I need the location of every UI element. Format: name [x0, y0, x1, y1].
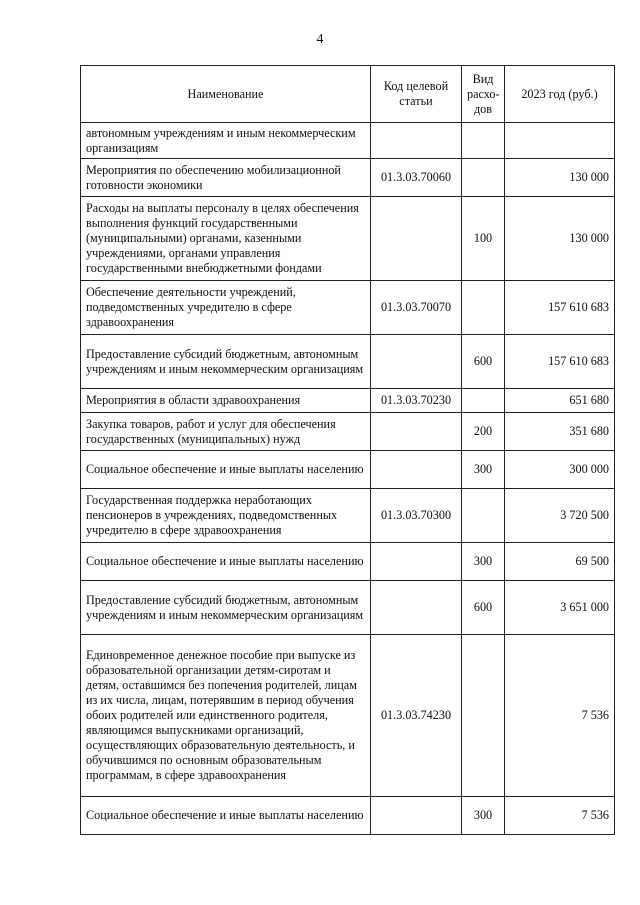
row-amount [505, 123, 615, 159]
budget-table [80, 65, 615, 835]
row-name: Социальное обеспечение и иные выплаты населению [81, 797, 371, 835]
row-amount: 651 680 [505, 389, 615, 413]
table-row [81, 489, 615, 543]
row-name: Мероприятия в области здравоохранения [81, 389, 371, 413]
row-amount: 351 680 [505, 413, 615, 451]
row-name: Закупка товаров, работ и услуг для обеспечения государственных (муниципальных) нужд [81, 413, 371, 451]
row-amount: 157 610 683 [505, 335, 615, 389]
row-amount: 130 000 [505, 197, 615, 281]
table-row [81, 389, 615, 413]
row-code [371, 451, 462, 489]
row-vid: 300 [462, 451, 505, 489]
row-name: Социальное обеспечение и иные выплаты населению [81, 543, 371, 581]
row-name: Социальное обеспечение и иные выплаты населению [81, 451, 371, 489]
table-row [81, 123, 615, 159]
row-code [371, 335, 462, 389]
row-name: Обеспечение деятельности учреждений, подведомственных учредителю в сфере здравоохранения [81, 281, 371, 335]
row-code: 01.3.03.70230 [371, 389, 462, 413]
table-row [81, 543, 615, 581]
table-row [81, 197, 615, 281]
row-vid: 300 [462, 797, 505, 835]
table-row [81, 281, 615, 335]
row-vid: 200 [462, 413, 505, 451]
row-code: 01.3.03.70060 [371, 159, 462, 197]
row-code [371, 543, 462, 581]
row-amount: 7 536 [505, 797, 615, 835]
header-amount: 2023 год (руб.) [505, 66, 615, 123]
row-code [371, 797, 462, 835]
row-amount: 157 610 683 [505, 281, 615, 335]
row-code: 01.3.03.70070 [371, 281, 462, 335]
row-vid [462, 635, 505, 797]
row-vid: 600 [462, 335, 505, 389]
header-vid: Вид расхо-дов [462, 66, 505, 123]
header-code: Код целевой статьи [371, 66, 462, 123]
row-amount: 69 500 [505, 543, 615, 581]
row-vid [462, 281, 505, 335]
header-name: Наименование [81, 66, 371, 123]
row-name: Предоставление субсидий бюджетным, автономным учреждениям и иным некоммерческим организациям [81, 581, 371, 635]
row-vid [462, 489, 505, 543]
table-row [81, 797, 615, 835]
table-header-row [81, 66, 615, 123]
row-name: Предоставление субсидий бюджетным, автономным учреждениям и иным некоммерческим организациям [81, 335, 371, 389]
row-vid: 100 [462, 197, 505, 281]
row-name: автономным учреждениям и иным некоммерческим организациям [81, 123, 371, 159]
row-code [371, 413, 462, 451]
row-code [371, 123, 462, 159]
row-name: Мероприятия по обеспечению мобилизационной готовности экономики [81, 159, 371, 197]
table-row [81, 581, 615, 635]
table-row [81, 335, 615, 389]
table-row [81, 635, 615, 797]
table-row [81, 159, 615, 197]
row-amount: 3 651 000 [505, 581, 615, 635]
row-name: Расходы на выплаты персоналу в целях обеспечения выполнения функций государственными (муниципальными) органами, казенными учреждениями, органами управления государственными внебюджетными фондами [81, 197, 371, 281]
page-number: 4 [316, 32, 324, 47]
row-code [371, 581, 462, 635]
row-vid: 600 [462, 581, 505, 635]
row-code: 01.3.03.74230 [371, 635, 462, 797]
row-name: Государственная поддержка неработающих пенсионеров в учреждениях, подведомственных учредителю в сфере здравоохранения [81, 489, 371, 543]
row-code: 01.3.03.70300 [371, 489, 462, 543]
row-vid: 300 [462, 543, 505, 581]
row-amount: 130 000 [505, 159, 615, 197]
row-vid [462, 389, 505, 413]
row-name: Единовременное денежное пособие при выпуске из образовательной организации детям-сиротам и детям, оставшимся без попечения родителей, лицам из их числа, лицам, потерявшим в период обучения обоих родителей или единственного родителя, являющимся выпускниками организаций, осуществляющих образовательную деятельность, и обучившимся по основным образовательным программам, в сфере здравоохранения [81, 635, 371, 797]
table-row [81, 451, 615, 489]
row-vid [462, 159, 505, 197]
row-vid [462, 123, 505, 159]
row-amount: 7 536 [505, 635, 615, 797]
row-amount: 3 720 500 [505, 489, 615, 543]
table-row [81, 413, 615, 451]
row-amount: 300 000 [505, 451, 615, 489]
row-code [371, 197, 462, 281]
